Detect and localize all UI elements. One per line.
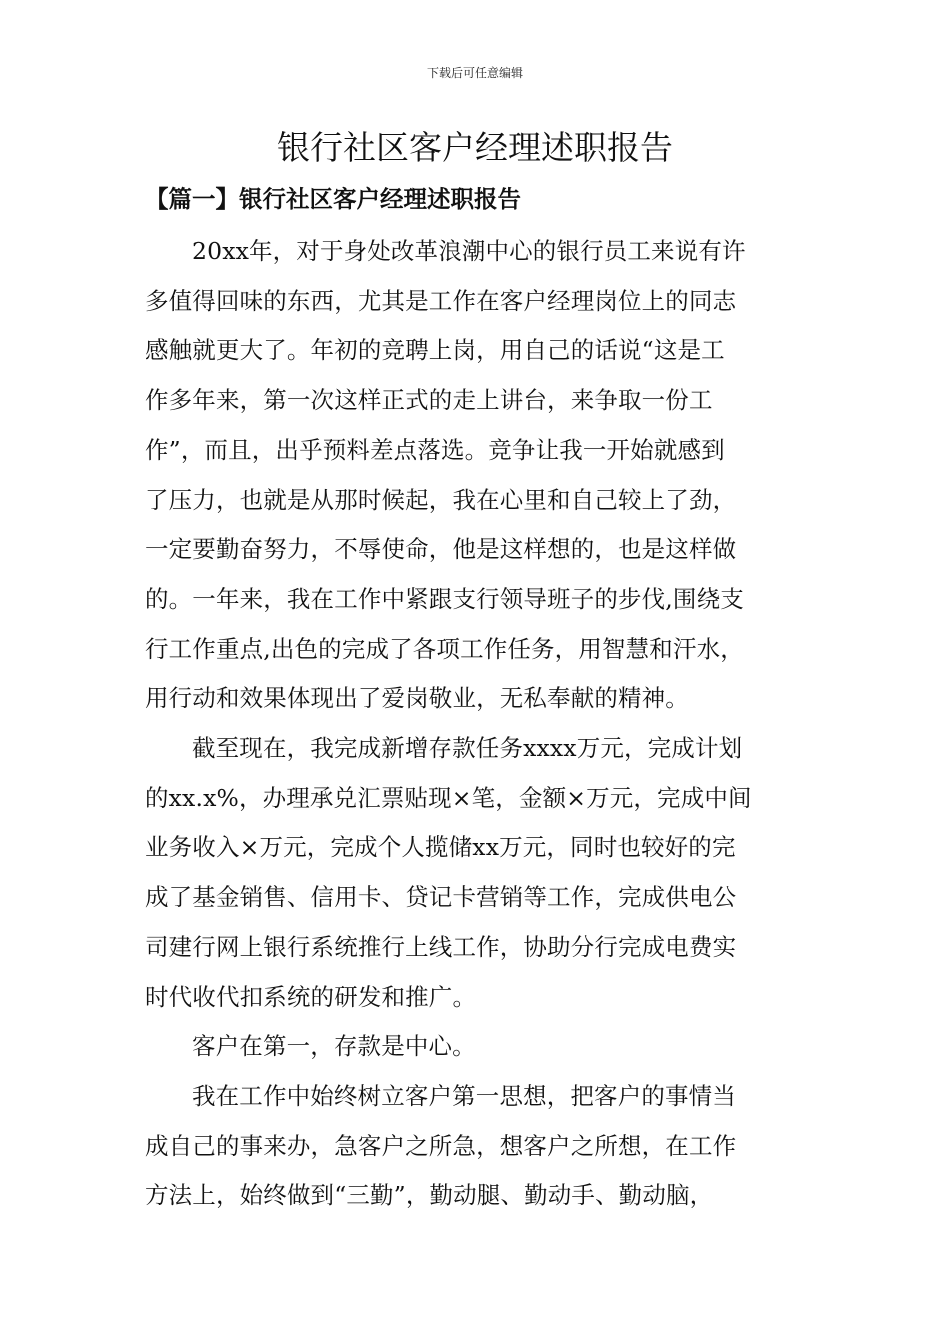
paragraph: 截至现在，我完成新增存款任务xxxx万元，完成计划 的xx.x%，办理承兑汇票贴现×笔，金额×万元，完成中间 业务收入×万元，完成个人揽储xx万元，同时也较好的完 成了基金销售、信用卡、贷记卡营销等工作，完成供电公 司建行网上银行系统推行上线工作，协助分行完成电费实 时代收代扣系统的研发和推广。	[145, 734, 752, 1011]
paragraph: 20xx年，对于身处改革浪潮中心的银行员工来说有许 多值得回味的东西，尤其是工作在客户经理岗位上的同志 感触就更大了。年初的竞聘上岗，用自己的话说“这是工 作多年来，第一次这样正式的走上讲台，来争取一份工 作”，而且，出乎预料差点落选。竞争让我一开始就感到 了压力，也就是从那时候起，我在心里和自己较上了劲， 一定要勤奋努力，不辱使命，他是这样想的，也是这样做 的。一年来，我在工作中紧跟支行领导班子的步伐,围绕支 行工作重点,出色的完成了各项工作任务，用智慧和汗水， 用行动和效果体现出了爱岗敬业，无私奉献的精神。	[145, 237, 746, 713]
section-heading: 【篇一】银行社区客户经理述职报告	[145, 185, 521, 213]
paragraph: 客户在第一，存款是中心。	[192, 1032, 476, 1061]
paragraph: 我在工作中始终树立客户第一思想，把客户的事情当 成自己的事来办，急客户之所急，想客户之所想，在工作 方法上，始终做到“三勤”，勤动腿、勤动手、勤动脑，	[145, 1081, 737, 1210]
header-note: 下载后可任意编辑	[426, 66, 523, 80]
document-title: 银行社区客户经理述职报告	[277, 128, 673, 167]
body-text	[145, 227, 805, 1221]
